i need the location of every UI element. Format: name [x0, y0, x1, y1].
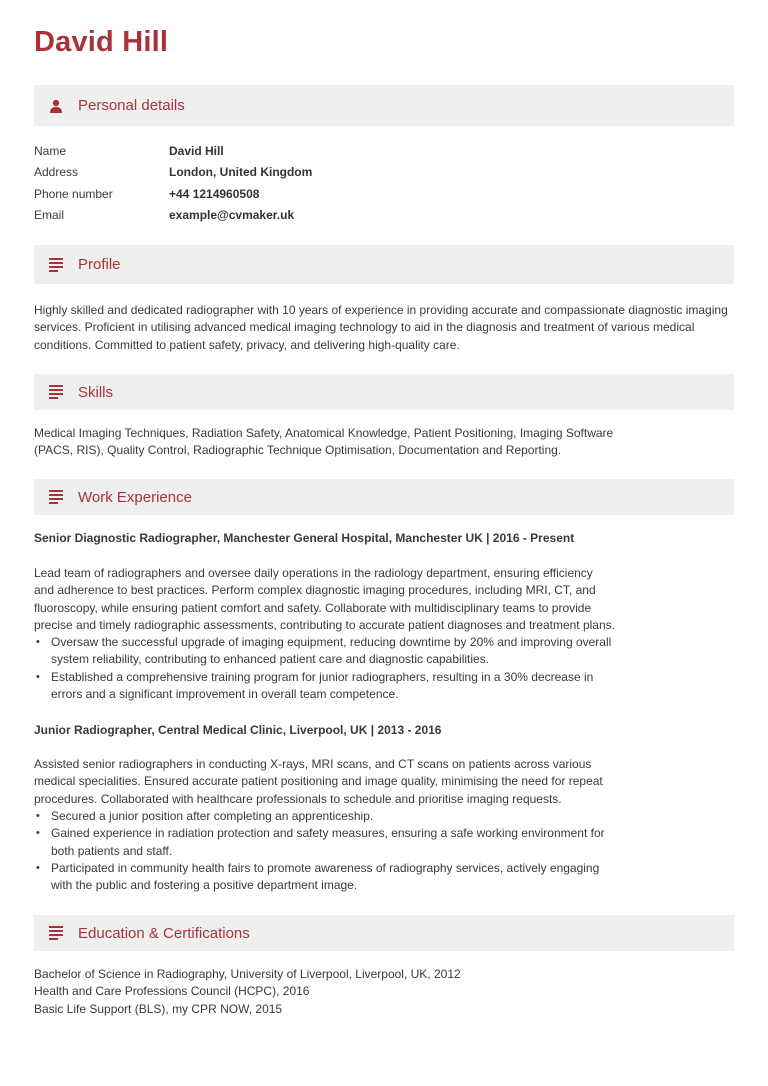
list-item: • Secured a junior position after completing an apprenticeship. — [34, 808, 614, 825]
section-title: Profile — [78, 256, 121, 273]
section-skills — [34, 374, 734, 410]
section-title: Personal details — [78, 97, 185, 114]
resume-name: David Hill — [34, 26, 169, 58]
detail-value: +44 1214960508 — [169, 187, 260, 201]
list-item: • Participated in community health fairs to promote awareness of radiography services, actively engaging with the public and fostering a positive department image. — [34, 860, 614, 895]
detail-label: Name — [34, 144, 67, 158]
section-title: Education & Certifications — [78, 924, 250, 942]
job-heading: Junior Radiographer, Central Medical Clinic, Liverpool, UK | 2013 - 2016 — [34, 723, 442, 737]
lines-icon — [34, 258, 78, 272]
job-bullets — [34, 634, 624, 703]
skills-text: Medical Imaging Techniques, Radiation Safety, Anatomical Knowledge, Patient Positioning, Imaging Software (PACS, RIS), Quality Control, Radiographic Technique Optimisation, Documentation and Reporting. — [34, 426, 614, 458]
section-personal-details — [34, 85, 734, 126]
detail-value: London, United Kingdom — [169, 165, 313, 179]
education-item: Basic Life Support (BLS), my CPR NOW, 2015 — [34, 1001, 283, 1016]
education-list — [34, 966, 734, 1018]
job-heading: Senior Diagnostic Radiographer, Manchester General Hospital, Manchester UK | 2016 - Present — [34, 531, 575, 545]
detail-row-name — [34, 144, 224, 158]
person-icon — [34, 99, 78, 113]
section-title: Work Experience — [78, 488, 192, 506]
lines-icon — [34, 385, 78, 399]
education-item: Bachelor of Science in Radiography, University of Liverpool, Liverpool, UK, 2012 — [34, 967, 461, 981]
detail-label: Email — [34, 208, 65, 222]
detail-value: David Hill — [169, 144, 224, 158]
profile-text: Highly skilled and dedicated radiographer with 10 years of experience in providing accurate and compassionate diagnostic imaging services. Proficient in utilising advanced medical imaging technology to aid in the diagnosis and treatment of various medical conditions. Committed to patient safety, privacy, and delivering high-quality care. — [34, 303, 728, 352]
job-summary: Lead team of radiographers and oversee daily operations in the radiology department, ensuring efficiency and adherence to best practices. Perform complex diagnostic imaging procedures, including MRI, CT, and fluoroscopy, while ensuring patient comfort and safety. Collaborate with multidisciplinary teams to provide precise and timely radiographic assessments, contributing to accurate patient diagnoses and treatment plans. — [34, 566, 615, 632]
list-item: • Established a comprehensive training program for junior radiographers, resulting in a 30% decrease in errors and a significant improvement in overall team competence. — [34, 669, 624, 704]
list-item: • Oversaw the successful upgrade of imaging equipment, reducing downtime by 20% and improving overall system reliability, contributing to enhanced patient care and diagnostic capabilities. — [34, 634, 624, 669]
detail-label: Phone number — [34, 187, 113, 201]
section-education — [34, 915, 734, 951]
lines-icon — [34, 926, 78, 940]
section-work-experience — [34, 479, 734, 515]
detail-value: example@cvmaker.uk — [169, 208, 295, 222]
section-profile — [34, 245, 734, 284]
education-item: Health and Care Professions Council (HCPC), 2016 — [34, 984, 310, 999]
lines-icon — [34, 490, 78, 504]
job-bullets — [34, 808, 614, 894]
detail-row-address — [34, 165, 312, 179]
detail-row-email — [34, 208, 294, 222]
detail-row-phone — [34, 187, 259, 201]
detail-label: Address — [34, 165, 79, 179]
section-title: Skills — [78, 383, 114, 401]
job-summary: Assisted senior radiographers in conducting X-rays, MRI scans, and CT scans on patients across various medical specialities. Ensured accurate patient positioning and image quality, minimising the need for repeat procedures. Collaborated with healthcare professionals to schedule and prioritise imaging requests. — [34, 757, 603, 806]
list-item: • Gained experience in radiation protection and safety measures, ensuring a safe working environment for both patients and staff. — [34, 825, 614, 860]
